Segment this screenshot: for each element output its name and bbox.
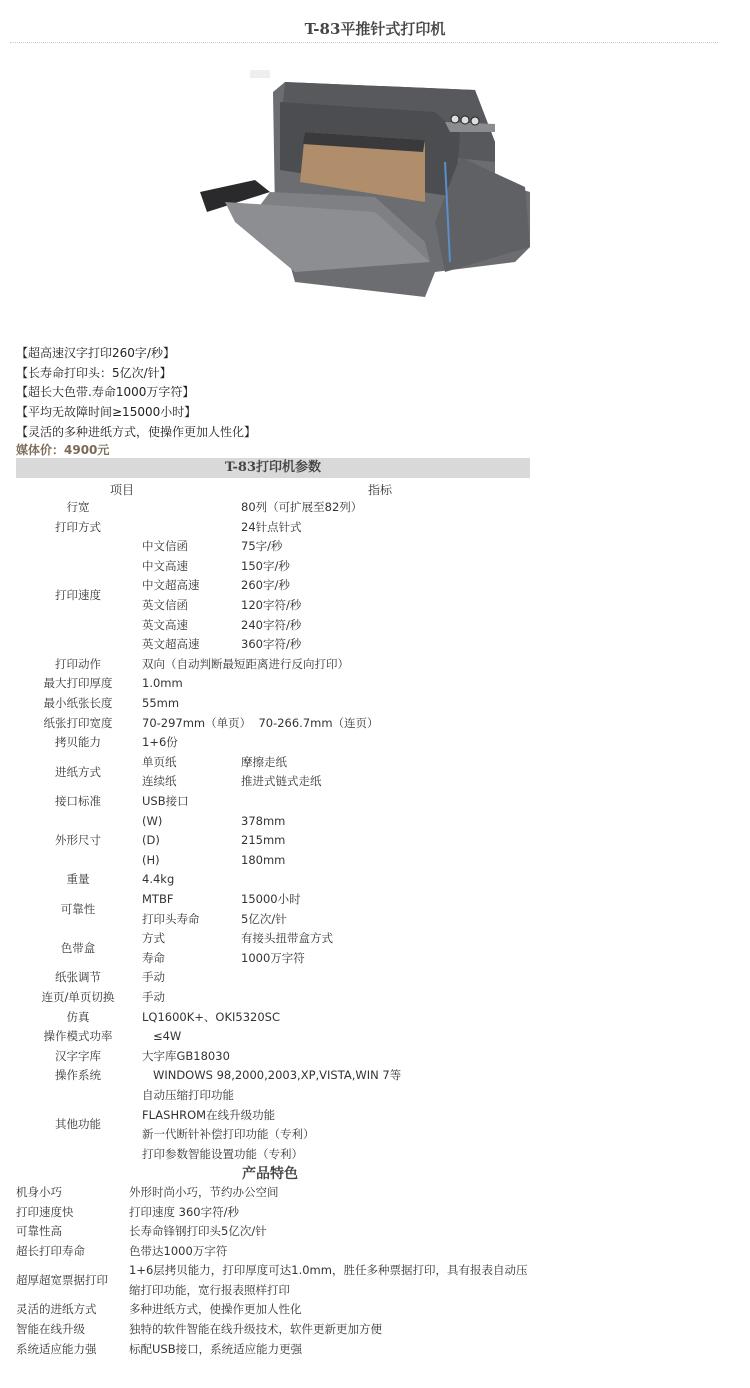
spec-header-item: 项目 (110, 483, 135, 497)
media-price: 媒体价：4900元 (16, 443, 110, 457)
spec-subitem: 中文超高速 (142, 578, 200, 593)
spec-subitem: 70-297mm（单页） 70-266.7mm（连页） (142, 715, 379, 730)
spec-value: 有接头扭带盒方式 (241, 931, 333, 946)
spec-subitem: WINDOWS 98,2000,2003,XP,VISTA,WIN 7等 (142, 1068, 402, 1083)
spec-subitem: 连续纸 (142, 774, 177, 789)
feature-desc: 长寿命锋钢打印头5亿次/针 (129, 1224, 267, 1239)
spec-subitem: 自动压缩打印功能 (142, 1088, 234, 1102)
spec-subitem: ≤4W (142, 1029, 182, 1044)
spec-label: 打印动作 (55, 656, 101, 671)
spec-label: 操作模式功率 (43, 1029, 113, 1044)
spec-subitem: 中文高速 (142, 558, 188, 573)
spec-subitem: 手动 (142, 990, 165, 1004)
spec-subitem: 新一代断针补偿打印功能（专利） (142, 1127, 315, 1142)
feature-desc: 独特的软件智能在线升级技术，软件更新更加方便 (129, 1322, 382, 1336)
feature-desc: 打印速度 360字符/秒 (129, 1204, 239, 1219)
spec-label: 拷贝能力 (55, 735, 101, 750)
spec-label: 接口标准 (55, 794, 101, 808)
spec-value: 摩擦走纸 (241, 754, 287, 769)
spec-value: 378mm (241, 813, 286, 828)
spec-value: 5亿次/针 (241, 911, 287, 926)
spec-value: 80列（可扩展至82列） (241, 500, 363, 514)
spec-subitem: 1+6份 (142, 735, 178, 750)
spec-subitem: 打印参数智能设置功能（专利） (142, 1146, 303, 1161)
spec-label: 操作系统 (55, 1068, 101, 1083)
feature-desc: 外形时尚小巧，节约办公空间 (129, 1185, 279, 1199)
spec-label: 重量 (66, 872, 90, 887)
spec-subitem: 双向（自动判断最短距离进行反向打印） (142, 656, 349, 671)
spec-subitem: 方式 (142, 931, 165, 946)
spec-subitem: 寿命 (142, 950, 165, 965)
spec-value: 150字/秒 (241, 558, 290, 573)
features-title: 产品特色 (242, 1166, 298, 1182)
spec-subitem: 单页纸 (142, 754, 177, 769)
title-divider (10, 42, 718, 43)
highlight-item: 【平均无故障时间≥15000小时】 (16, 405, 197, 420)
spec-value: 180mm (241, 852, 286, 867)
spec-value: 260字/秒 (241, 578, 290, 593)
spec-subitem: 英文超高速 (142, 637, 200, 652)
feature-desc: 标配USB接口，系统适应能力更强 (129, 1341, 303, 1356)
spec-label: 行宽 (66, 500, 90, 514)
spec-subitem: (D) (142, 833, 160, 848)
spec-label: 打印速度 (55, 588, 101, 603)
spec-header-value: 指标 (368, 483, 393, 497)
spec-subitem: (H) (142, 852, 160, 867)
spec-label: 最大打印厚度 (43, 676, 113, 691)
page-title: T-83平推针式打印机 (304, 20, 446, 38)
spec-subitem: LQ1600K+、OKI5320SC (142, 1009, 280, 1024)
feature-name: 机身小巧 (16, 1185, 62, 1199)
spec-subitem: 打印头寿命 (142, 911, 200, 926)
spec-label: 进纸方式 (55, 764, 101, 779)
spec-subitem: 手动 (142, 970, 165, 985)
spec-subitem: 英文高速 (142, 617, 188, 632)
spec-subitem: MTBF (142, 892, 174, 906)
spec-subitem: 55mm (142, 696, 180, 710)
feature-name: 超厚超宽票据打印 (16, 1273, 108, 1288)
spec-label: 汉字字库 (55, 1048, 101, 1063)
spec-label: 可靠性 (60, 901, 96, 916)
printer-product-image (195, 62, 540, 302)
spec-subitem: 大字库GB18030 (142, 1048, 230, 1063)
spec-value: 推进式链式走纸 (241, 774, 322, 789)
spec-label: 纸张打印宽度 (43, 715, 113, 730)
spec-label: 最小纸张长度 (43, 696, 113, 710)
feature-desc: 多种进纸方式，使操作更加人性化 (129, 1302, 302, 1317)
spec-subitem: 英文信函 (142, 598, 188, 612)
spec-value: 1000万字符 (241, 950, 305, 965)
spec-label: 仿真 (66, 1009, 90, 1024)
spec-label: 纸张调节 (55, 970, 101, 985)
feature-name: 系统适应能力强 (16, 1341, 97, 1356)
spec-value: 215mm (241, 833, 286, 848)
highlight-item: 【超高速汉字打印260字/秒】 (16, 346, 175, 360)
spec-label: 打印方式 (55, 519, 101, 534)
spec-label: 外形尺寸 (55, 833, 101, 848)
spec-value: 120字符/秒 (241, 598, 302, 612)
spec-value: 75字/秒 (241, 539, 283, 554)
spec-value: 240字符/秒 (241, 617, 302, 632)
spec-label: 连页/单页切换 (41, 990, 115, 1004)
feature-name: 灵活的进纸方式 (16, 1302, 97, 1317)
feature-name: 可靠性高 (16, 1224, 62, 1239)
spec-subitem: FLASHROM在线升级功能 (142, 1107, 276, 1122)
highlight-item: 【超长大色带.寿命1000万字符】 (16, 385, 195, 400)
spec-subitem: 1.0mm (142, 676, 183, 691)
spec-label: 色带盒 (60, 941, 96, 955)
spec-subitem: 4.4kg (142, 872, 175, 887)
highlight-item: 【灵活的多种进纸方式，使操作更加人性化】 (16, 424, 257, 439)
spec-value: 15000小时 (241, 892, 301, 906)
feature-name: 超长打印寿命 (16, 1243, 85, 1258)
spec-subitem: 中文信函 (142, 539, 188, 554)
spec-value: 360字符/秒 (241, 637, 302, 652)
feature-desc: 1+6层拷贝能力，打印厚度可达1.0mm，胜任多种票据打印，具有报表自动压缩打印功能，宽行报表照样打印 (129, 1263, 528, 1298)
spec-subitem: (W) (142, 813, 163, 828)
spec-value: 24针点针式 (241, 519, 302, 534)
spec-label: 其他功能 (55, 1117, 101, 1132)
spec-table-title: T-83打印机参数 (16, 458, 530, 478)
feature-desc: 色带达1000万字符 (129, 1243, 228, 1258)
spec-subitem: USB接口 (142, 794, 189, 808)
highlight-item: 【长寿命打印头：5亿次/针】 (16, 365, 172, 380)
feature-name: 打印速度快 (16, 1204, 74, 1219)
feature-name: 智能在线升级 (16, 1322, 85, 1336)
